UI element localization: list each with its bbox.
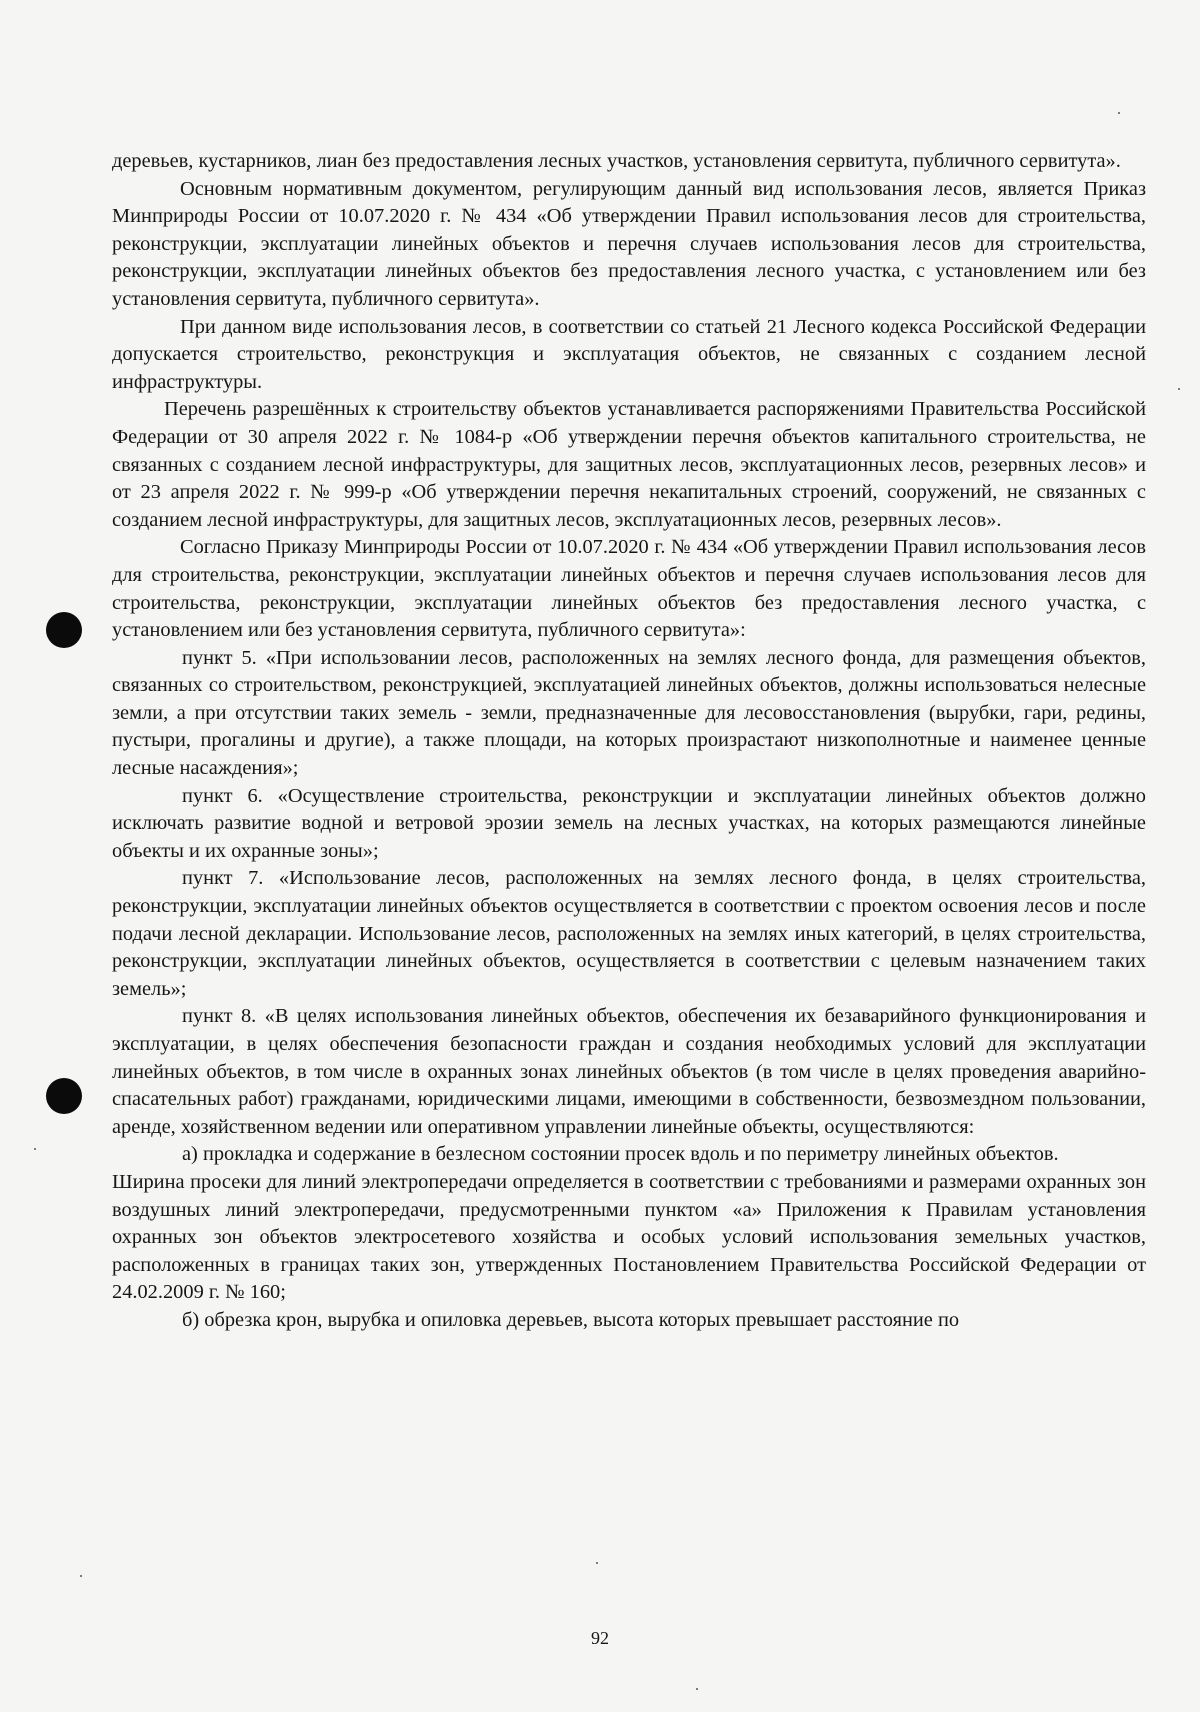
paragraph-point-8: пункт 8. «В целях использования линейных объектов, обеспечения их безаварийного функционирования и эксплуатации, в целях обеспечения безопасности граждан и создания необходимых условий для эксплуатации линейных объектов, в том числе в охранных зонах линейных объектов (в том числе в целях проведения аварийно-спасательных работ) гражданами, юридическими лицами, имеющими в собственности, безвозмездном пользовании, аренде, хозяйственном ведении или оперативном управлении линейные объекты, осуществляются: (112, 1005, 1146, 1138)
paragraph-point-7: пункт 7. «Использование лесов, расположенных на землях лесного фонда, в целях строительства, реконструкции, эксплуатации линейных объектов осуществляется в соответствии с проектом освоения лесов и после подачи лесной декларации. Использование лесов, расположенных на землях иных категорий, в целях строительства, реконструкции, эксплуатации линейных объектов, осуществляется в соответствии с целевым назначением таких земель»; (112, 867, 1146, 1000)
paragraph-4: Перечень разрешённых к строительству объектов устанавливается распоряжениями Правительства Российской Федерации от 30 апреля 2022 г. № 1084-р «Об утверждении перечня объектов капитального строительства, не связанных с созданием лесной инфраструктуры, для защитных лесов, эксплуатационных лесов, резервных лесов» и от 23 апреля 2022 г. № 999-р «Об утверждении перечня некапитальных строений, сооружений, не связанных с созданием лесной инфраструктуры, для защитных лесов, эксплуатационных лесов, резервных лесов». (112, 398, 1146, 531)
paragraph-point-6: пункт 6. «Осуществление строительства, реконструкции и эксплуатации линейных объектов должно исключать развитие водной и ветровой эрозии земель на лесных участках, на которых размещаются линейные объекты и их охранные зоны»; (112, 784, 1146, 862)
punch-hole (46, 612, 82, 648)
paragraph-point-5: пункт 5. «При использовании лесов, расположенных на землях лесного фонда, для размещения объектов, связанных со строительством, реконструкцией, эксплуатацией линейных объектов, должны использоваться нелесные земли, а при отсутствии таких земель - земли, предназначенные для лесовосстановления (вырубки, гари, редины, пустыри, прогалины и другие), а также площади, на которых произрастают низкополнотные и наименее ценные лесные насаждения»; (112, 646, 1146, 780)
punch-hole (46, 1078, 82, 1114)
paragraph-width: Ширина просеки для линий электропередачи определяется в соответствии с требованиями и размерами охранных зон воздушных линий электропередачи, предусмотренными пунктом «а» Приложения к Правилам установления охранных зон объектов электросетевого хозяйства и особых условий использования земельных участков, расположенных в границах таких зон, утвержденных Постановлением Правительства Российской Федерации от 24.02.2009 г. № 160; (112, 1170, 1146, 1304)
scan-speck (696, 1688, 698, 1690)
paragraph-3: При данном виде использования лесов, в соответствии со статьей 21 Лесного кодекса Российской Федерации допускается строительство, реконструкция и эксплуатация объектов, не связанных с созданием лесной инфраструктуры. (112, 315, 1146, 393)
paragraph-2: Основным нормативным документом, регулирующим данный вид использования лесов, является Приказ Минприроды России от 10.07.2020 г. № 434 «Об утверждении Правил использования лесов для строительства, реконструкции, эксплуатации линейных объектов и перечня случаев использования лесов для строительства, реконструкции, эксплуатации линейных объектов без предоставления лесного участка, с установлением или без установления сервитута, публичного сервитута». (112, 177, 1146, 310)
page-number: 92 (591, 1628, 609, 1648)
paragraph-item-b: б) обрезка крон, вырубка и опиловка деревьев, высота которых превышает расстояние по (182, 1308, 960, 1331)
paragraph-1: деревьев, кустарников, лиан без предоставления лесных участков, установления сервитута, публичного сервитута». (112, 150, 1121, 172)
scan-speck (1118, 112, 1120, 114)
scan-speck (1178, 388, 1180, 390)
document-body (112, 148, 1146, 1335)
scan-speck (34, 1148, 36, 1150)
scan-speck (596, 1562, 598, 1564)
paragraph-5: Согласно Приказу Минприроды России от 10.07.2020 г. № 434 «Об утверждении Правил использования лесов для строительства, реконструкции, эксплуатации линейных объектов и перечня случаев использования лесов для строительства, реконструкции, эксплуатации линейных объектов без предоставления лесного участка, с установлением или без установления сервитута, публичного сервитута»: (112, 536, 1146, 642)
paragraph-item-a: а) прокладка и содержание в безлесном состоянии просек вдоль и по периметру линейных объектов. (182, 1143, 1059, 1166)
scan-speck (80, 1575, 82, 1577)
